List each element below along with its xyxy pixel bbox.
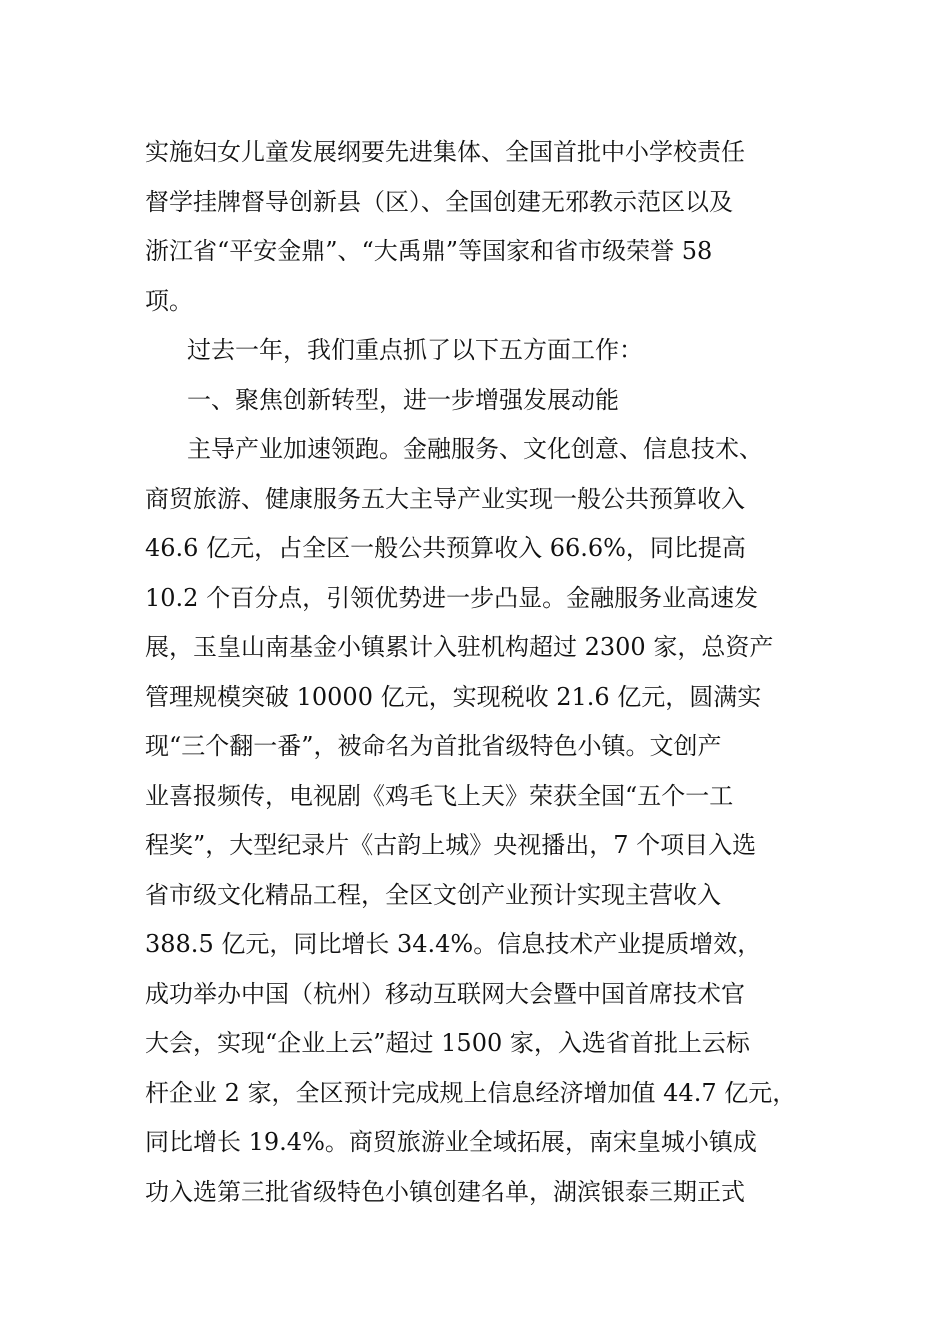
section-heading: 一、聚焦创新转型，进一步增强发展动能 (187, 385, 619, 414)
text-line: 商贸旅游、健康服务五大主导产业实现一般公共预算收入 (145, 484, 745, 513)
text-line: 业喜报频传，电视剧《鸡毛飞上天》荣获全国“五个一工 (145, 781, 734, 810)
text-line: 管理规模突破 10000 亿元，实现税收 21.6 亿元，圆满实 (145, 682, 762, 711)
text-line: 程奖”，大型纪录片《古韵上城》央视播出，7 个项目入选 (145, 831, 757, 859)
text-line: 388.5 亿元，同比增长 34.4%。信息技术产业提质增效， (145, 930, 762, 958)
body-text (145, 128, 825, 1217)
text-line: 现“三个翻一番”，被命名为首批省级特色小镇。文创产 (145, 732, 722, 760)
text-line: 杆企业 2 家，全区预计完成规上信息经济增加值 44.7 亿元， (145, 1078, 797, 1107)
text-line: 主导产业加速领跑。金融服务、文化创意、信息技术、 (187, 435, 763, 463)
text-line: 展，玉皇山南基金小镇累计入驻机构超过 2300 家，总资产 (145, 633, 774, 661)
text-line: 功入选第三批省级特色小镇创建名单，湖滨银泰三期正式 (145, 1177, 745, 1206)
text-line: 成功举办中国（杭州）移动互联网大会暨中国首席技术官 (145, 979, 745, 1008)
text-line: 大会，实现“企业上云”超过 1500 家，入选省首批上云标 (145, 1029, 750, 1057)
text-line: 省市级文化精品工程，全区文创产业预计实现主营收入 (145, 880, 721, 909)
text-line: 46.6 亿元，占全区一般公共预算收入 66.6%，同比提高 (145, 534, 746, 562)
text-line: 督学挂牌督导创新县（区）、全国创建无邪教示范区以及 (145, 187, 733, 216)
text-line: 10.2 个百分点，引领优势进一步凸显。金融服务业高速发 (145, 583, 759, 612)
paragraph-intro: 过去一年，我们重点抓了以下五方面工作： (187, 336, 643, 364)
text-line: 项。 (145, 286, 193, 315)
text-line: 实施妇女儿童发展纲要先进集体、全国首批中小学校责任 (145, 138, 745, 166)
text-line: 同比增长 19.4%。商贸旅游业全域拓展，南宋皇城小镇成 (145, 1128, 757, 1156)
text-line: 浙江省“平安金鼎”、“大禹鼎”等国家和省市级荣誉 58 (145, 237, 713, 265)
